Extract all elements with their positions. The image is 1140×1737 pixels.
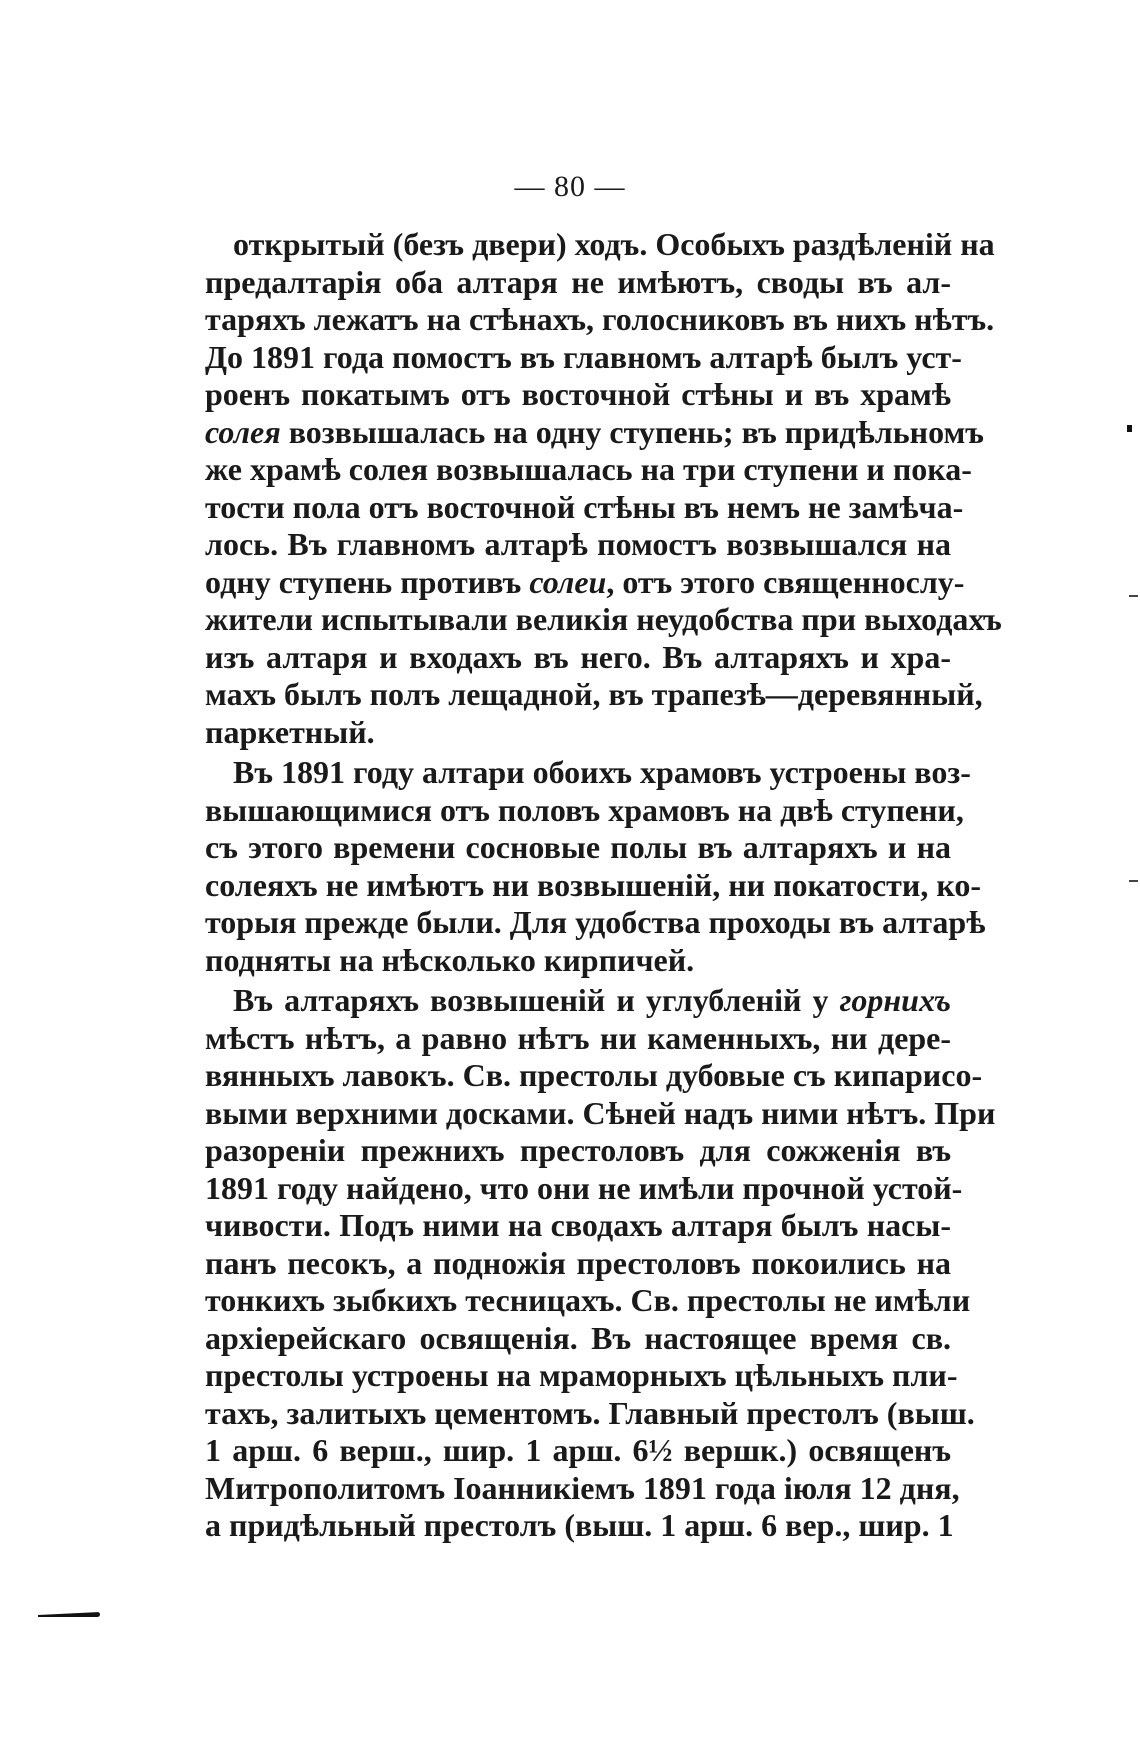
text-line: подняты на нѣсколько кирпичей. <box>205 941 695 978</box>
text-line: Въ 1891 году алтари обоихъ храмовъ устроены воз- <box>233 754 971 790</box>
text-line: роенъ покатымъ отъ восточной стѣны и въ храмѣ <box>205 376 951 412</box>
text-line: солеяхъ не имѣютъ ни возвышеній, ни покатости, ко- <box>205 866 981 903</box>
text-line: тонкихъ зыбкихъ тесницахъ. Св. престолы не имѣли <box>205 1282 971 1318</box>
edge-speck <box>1127 425 1132 432</box>
text-line: паркетный. <box>205 713 375 750</box>
margin-dash-mark <box>38 1612 100 1617</box>
text-line: престолы устроены на мраморныхъ цѣльныхъ пли- <box>205 1357 958 1393</box>
text-line: панъ песокъ, а подножія престоловъ покоились на <box>205 1244 951 1281</box>
text-line: До 1891 года помостъ въ главномъ алтарѣ былъ уст- <box>205 338 962 375</box>
text-line: изъ алтаря и входахъ въ него. Въ алтаряхъ и хра- <box>205 638 951 675</box>
text-line: вянныхъ лавокъ. Св. престолы дубовые съ кипарисо- <box>205 1057 983 1093</box>
text-line: мѣстъ нѣтъ, а равно нѣтъ ни каменныхъ, ни дере- <box>205 1019 951 1056</box>
text-line: 1 арш. 6 верш., шир. 1 арш. 6½ вершк.) освященъ <box>205 1432 951 1468</box>
text-line: предалтарія оба алтаря не имѣютъ, своды въ ал- <box>205 263 951 300</box>
text-line: торыя прежде были. Для удобства проходы въ алтарѣ <box>205 904 986 940</box>
text-line: архіерейскаго освященія. Въ настоящее время св. <box>205 1319 951 1356</box>
text-line: 1891 году найдено, что они не имѣли прочной устой- <box>205 1169 963 1206</box>
text-line: солея возвышалась на одну ступень; въ придѣльномъ <box>205 413 984 450</box>
text-line: а придѣльный престолъ (выш. 1 арш. 6 вер., шир. 1 <box>205 1507 954 1543</box>
text-line: тости пола отъ восточной стѣны въ немъ не замѣча- <box>205 488 964 525</box>
text-line: Въ алтаряхъ возвышеній и углубленій у горнихъ <box>233 982 951 1018</box>
text-line: выми верхними досками. Сѣней надъ ними нѣтъ. При <box>205 1094 996 1131</box>
edge-tick <box>1129 880 1138 882</box>
text-line: жители испытывали великія неудобства при выходахъ <box>205 601 1002 637</box>
text-line: таряхъ лежатъ на стѣнахъ, голосниковъ въ нихъ нѣтъ. <box>205 301 995 337</box>
paragraph <box>205 982 996 1545</box>
text-line: же храмѣ солея возвышалась на три ступени и пока- <box>205 451 972 487</box>
text-line: тахъ, залитыхъ цементомъ. Главный престолъ (выш. <box>205 1394 975 1431</box>
text-line: Митрополитомъ Іоанникіемъ 1891 года іюля 12 дня, <box>205 1469 960 1506</box>
text-line: съ этого времени сосновые полы въ алтаряхъ и на <box>205 829 951 865</box>
text-line: вышающимися отъ половъ храмовъ на двѣ ступени, <box>205 791 964 828</box>
text-line: махъ былъ полъ лещадной, въ трапезѣ—деревянный, <box>205 676 983 712</box>
text-line: одну ступень противъ солеи, отъ этого священнослу- <box>205 563 965 600</box>
paragraph <box>205 754 986 979</box>
text-line: чивости. Подъ ними на сводахъ алтаря былъ насы- <box>205 1207 951 1243</box>
text-line: лось. Въ главномъ алтарѣ помостъ возвышался на <box>205 526 951 562</box>
text-line: разореніи прежнихъ престоловъ для сожженія въ <box>205 1132 951 1168</box>
edge-tick <box>1129 595 1138 597</box>
text-line: открытый (безъ двери) ходъ. Особыхъ раздѣленій на <box>233 226 995 262</box>
page-number: — 80 — <box>514 170 626 203</box>
text-body <box>205 226 1002 1545</box>
paragraph <box>205 226 1002 751</box>
